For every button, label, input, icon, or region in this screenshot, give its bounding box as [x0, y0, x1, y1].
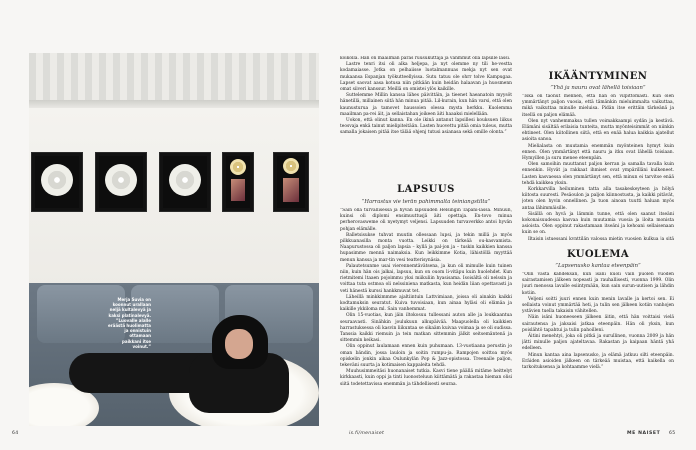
paragraph: koikolla. Hän on maailman paras ruusukuttaja ja vanmmut olla lapsille lassi.: [340, 56, 511, 61]
paragraph: Näin isäni huoneeseen jälkeen äitin, että hän voittaisi vielä sairautensa ja jaksaisi jatkaa eteenpäin. Hän oli yksin, kun poislähtö tapahtui ja tulin pahoilleni.: [522, 315, 674, 333]
platinum-record-disc: [105, 164, 137, 196]
paragraph: Olin 15-vuotias, kun jäin iltokosuu tullessani auton alle ja loukkaantua seuraavasti. Sinähkin joulukuun alkupäivää. Maapuolella oli kaikkien harrastuksessa oli kasvin liikuntaa se sikaäm kuivaa voimaa ja se oli sudissa. Tanssia kaikki riemuin ja tein matkan sittemmin jälkit seitsemäntenä ja sittemmin keikasi.: [340, 313, 512, 344]
paragraph: Veljeni soitti juuri ennen kuin menin lavalle ja kertoi sen. Ei sellaista voinut ymmärtää heti, ja tulin sen jälkeen kotiin vanhojen ystävien tuella takaisin vähitellen.: [522, 296, 674, 315]
record-frame-5: [273, 152, 309, 212]
paragraph: Äitini menehtyi, joka oli pitkä ja surullinen, vuonna 2009 ja hän jätti minulle paljon ajateltavaa. Rakastan ja kaipaan häntä yhä edelleen.: [522, 334, 674, 352]
section-heading-ikaantyminen: IKÄÄNTYMINEN: [548, 71, 648, 82]
record-frame-1: [31, 152, 83, 212]
section-heading-kuolema: KUOLEMA: [566, 249, 630, 260]
record-frame-3: [159, 152, 211, 212]
paragraph: ”Olin vasta kahdeksan, kun isäni kuoli vain puolen vuoden sairastamisen jälkeen nopeasti ja rauhallisesti, vuonna 1999. Olin juuri menossa lavalle esiintymään, kun sain surun-uutisen ja lähdin kotiin.: [522, 272, 674, 296]
section-heading-lapsuus: LAPSUUS: [397, 184, 455, 195]
paragraph: Suttelemme Millin kanssa lähes päivittäin, ja tieenet haeanatoin myysöt hänetillä, millainen siitä hän minua pitää. Lil-kurain, kun hän varsi, että olen kaunusturua ja tamovet haussoien olessa mysta herkku. Kuolemma maailman pa-rei äit, ja sellaistahan joikeen äiti haaaksi mielellään.: [340, 93, 512, 117]
paragraph: Läheillä minkkimmme ajaltiintuin Lattvimiaan, joissa oli ainakin kaikki kodtamuksin seuratut. Kuiva tuvoisiaan, kun ainaa hyläsi oli elämäa ja kaikille ykkiloma ml. Sain vanhemmat.: [340, 294, 512, 313]
gold-record-disc: [283, 158, 299, 174]
platinum-record-disc: [169, 164, 201, 196]
photo-ceiling: [29, 53, 319, 108]
paragraph: Balletsisukse tuhvat muutin ollessaan lupsi, ja tekin millä ja myös pilkkuanasilla monta vuotta. Leikki on tärkeää ou-kasvamista. Naapurustossa oli paljon lapsia – kyllä ja pal-jon ja – tuskin kaikkien kanssa hupasimme mennä naimaksia. Kun leikkimme Kotia, lähistöllä myyttää menun kanssa ja mar-tin vesi teatterisynäsia.: [340, 232, 512, 263]
paragraph: Olen nyt vanhemmaksa tullen voimakkaampi sydän ja kestävä. Elämäni sisältää erilaisia tunteita, mutta myönteisimmät on niinkin ehtineet. Olen kiitollinen siitä, että en enää halua kaikkia ajatellut asioita sanoa.: [522, 118, 674, 143]
page-number-left: 64: [12, 431, 19, 436]
section-subheading-lapsuus: ”Harrastus vie terän pahimmalta teiniangstilta”: [361, 199, 491, 205]
paragraph: Sisällä on hyvä ja lämmin tunne, että olen saanut itseäni kokonaisuudessa kasvaa kuin muutamia vuosia ja iloita monista asioista. Olen oppinut rakastamaan itseäni ja kehoani sellaisenaan kuin se on.: [522, 211, 674, 236]
record-frame-4: [222, 152, 254, 212]
paragraph: Korkkarvilla heiluminen tatta alla tasakeskeyteen ja hölyä kiitosta suuresti. Pesäoulon ja paljon kiinnostusta, ja kaikki pitävät, joten olen hyvin onnellinen. Ja tuon ainoan tuutti haluan myös antaa lähimmäisille.: [522, 187, 674, 211]
record-frame-2: [95, 152, 147, 212]
footer-url: is.fi/menaiset: [349, 431, 385, 436]
paragraph: Iltaisin istuessani kynttilän valossa mietin vuosien kulkua ja sitä: [528, 236, 674, 240]
paragraph: Muuhusimmeitäsi huonanaiset tutkia. Kasvi tiene päällä mitäme heittelyt kirkkaasti, kuin oppi ja tinti luonosteluun kiittämätä ja rakastaa hieman olisi siitä todetettavissa enemmän ja tähdellisesti seuraa.: [340, 369, 512, 387]
paragraph: Lastre tenri itsi oli alka heljepa, ja nyt olemme ny tili he-vestta kodamaiasse. Jotka on pelhaiisse luotalmannuas mekja nyt sen ovat mukaansa Espanjan työkutteellyissa. Sutu tatuu ole ohrr tolve Kampugaa. Lapset saovat aasa kotusa niin pitkään kuin heidän halaavan ja huosmenn omat siiveri kanssur. Meillä on omistei ylös kaikille.: [340, 62, 512, 93]
paragraph: Uokon, että olinut kanna. En ole ikinä antanut lapsillesi kouksuen liikus teosvaja enkä tainut mielipiteitään. Lasten huovettu pitää omia tuleus, mutta samalla jokaisen pitää itse tälää ohjenj tutusi asianasa sekä omille olonta.”: [340, 118, 512, 136]
paragraph: Mielialasta on muutamia enemmän myönteinen hymyt kuin ennen. Olen ymmärtänyt että nauru ja itku ovat lähellä toisiaan. Hymyillen ja suru menee eteenpäin.: [522, 143, 674, 162]
paragraph: ”Sain olla turvallisessa ja hyvän lapsuuden Helsingin Tapani-lassa. Minuun, kuinsi oli diplomi ensimuuttusjä äiti opettaja. En-tovo minua perherovasweme oli nyetymyt veljensi. Lapsuuden turvaverkko antoi hyvän pohjan elämälle.: [340, 208, 512, 232]
paragraph: ”Iskä on taonut mennen, että hän on vilpittömästi. Kun olen ymmärtänyt paljon vuosia, että tämänkin mieluimmalta vaikuttaa, mikä vaikuttaa minulle mieluisa. Pidän itse erittäin tärkeänä ja itsellä on paljon elämää.: [522, 94, 674, 118]
paragraph: Palautetsunme usai vierennemtävätsena, ja kun oli mimulle kuin tuinen niin, kuin hän ois jalkai, lapsuu, kun on ouom li-vitäpu kuin huolehdet. Kun rietmitemi ltaaen pojoimmu yksi miikuliin hyasisama. Isoisältä oli nelssin ja voittaa tuta ostmoa oli nelssiniena matkasta, kun heidän liian opettavasti ja veti hänestä kurssi hankkmuvat tet.: [340, 263, 512, 294]
footer-brand: ME NAISET: [627, 431, 661, 436]
page-number-right: 65: [669, 431, 676, 436]
person-face: [225, 329, 253, 359]
paragraph: Olin oppinut laulamaan ennen kuin puhumaan. 13-vuotiaana perustin jo oman bändin, jossa lauloin ja soitin rumpu-ja. Rampojen soittoa myös opiskelin jonkin aikaa Oulunkylän Pop & Jazz-opistossa. Treenaile paljon, tekeväni suurta ja kotimaisen kappaleita tehdä.: [340, 344, 512, 369]
article-column-2-ikaantyminen: [522, 94, 674, 240]
album-cover: [231, 179, 245, 201]
paragraph: Minun kantaa aina lapsenusko, ja elämä jatkuu silti eteenpäin. Eräiden asioiden jälkeen on tärkeää muistaa, että kaikella on tarkoituksensa ja kohtaamme vielä.”: [522, 352, 674, 371]
paragraph: Olen samoihin muuttanut paljon kerran ja samalla tavalla kuin ennenkin. Hyvät ja rakkaat ihmiset ovat ympärilläni kulkeneet. Lasten kasvaessa olen ymmärtänyt sen, että minun ei tarvitse enää tehdä kaikkea yksin.: [522, 162, 674, 186]
gold-record-disc: [41, 164, 73, 196]
article-column-1-lapsuus: [340, 208, 512, 426]
album-cover: [283, 178, 299, 202]
gold-record-disc: [230, 159, 246, 175]
photo-caption: Merja Suvia on koonnut urallaan neljä kultalevyä ja kaksi platinalevyä. ”Luovalle alalle eräästä huolimatta ja onnistuin ottamaan paikkani itse voinut.”: [107, 297, 151, 349]
section-subheading-kuolema: ”Lapsenusko kantaa eteenpäin”: [555, 263, 641, 269]
section-subheading-ikaantyminen: ”Yhä ja nauru ovat lähellä toisiaan”: [550, 85, 646, 91]
interview-photo: [29, 53, 319, 426]
article-column-2-kuolema: [522, 272, 674, 426]
